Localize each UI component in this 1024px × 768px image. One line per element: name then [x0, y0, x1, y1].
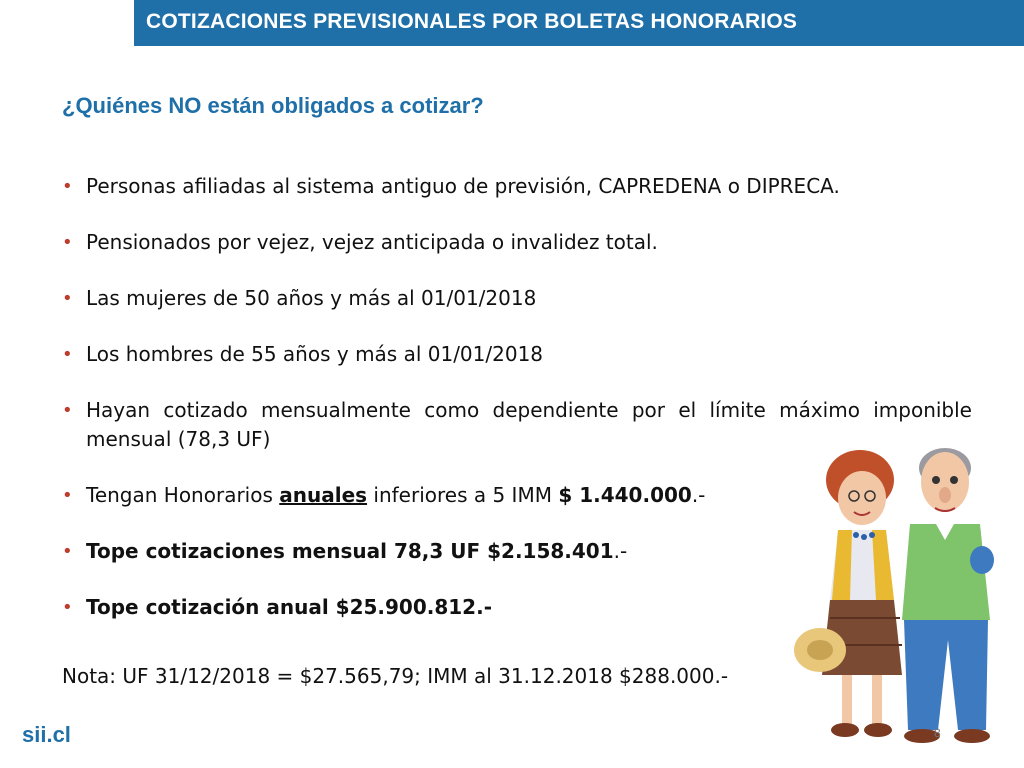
- sii-logo: sii.cl: [22, 722, 71, 747]
- bullet-dot-icon: •: [62, 344, 73, 365]
- man-figure: [902, 448, 994, 743]
- bullet-text: Las mujeres de 50 años y más al 01/01/2018: [86, 286, 537, 310]
- bullet-text: Los hombres de 55 años y más al 01/01/2018: [86, 342, 544, 366]
- bullet-text: Tengan Honorarios: [86, 483, 280, 507]
- bullet-text: .-: [691, 483, 706, 507]
- woman-figure: [794, 450, 902, 737]
- slide-header-title: COTIZACIONES PREVISIONALES POR BOLETAS HONORARIOS: [146, 10, 798, 33]
- bullet-text: .-: [613, 539, 628, 563]
- bullet-emphasis: anuales: [279, 483, 368, 507]
- bullet-bold-text: Tope cotizaciones mensual 78,3 UF $2.158.401: [86, 539, 614, 563]
- bullet-dot-icon: •: [62, 485, 73, 506]
- bullet-item: [62, 172, 972, 201]
- bullet-text: Pensionados por vejez, vejez anticipada o invalidez total.: [86, 230, 658, 254]
- bullet-item: [62, 228, 972, 257]
- bullet-dot-icon: •: [62, 232, 73, 253]
- bullet-dot-icon: •: [62, 541, 73, 562]
- bullet-item-tope-anual: [62, 593, 806, 622]
- footnote: Nota: UF 31/12/2018 = $27.565,79; IMM al 31.12.2018 $288.000.-: [62, 664, 729, 688]
- bullet-dot-icon: •: [62, 597, 73, 618]
- bullet-amount: $ 1.440.000: [558, 483, 692, 507]
- bullet-text: Hayan cotizado mensualmente como dependiente por el límite máximo imponible mensual (78,3 UF): [86, 398, 972, 451]
- bullet-item-tope-mensual: [62, 537, 806, 566]
- slide-subtitle: ¿Quiénes NO están obligados a cotizar?: [62, 93, 484, 118]
- page-number: 8: [934, 726, 941, 740]
- bullet-dot-icon: •: [62, 288, 73, 309]
- bullet-dot-icon: •: [62, 400, 73, 421]
- bullet-item: [62, 340, 972, 369]
- bullet-dot-icon: •: [62, 176, 73, 197]
- bullet-text: Personas afiliadas al sistema antiguo de previsión, CAPREDENA o DIPRECA.: [86, 174, 840, 198]
- bullet-item: [62, 284, 972, 313]
- elderly-couple-illustration-icon: [790, 440, 1020, 750]
- bullet-bold-text: Tope cotización anual $25.900.812.-: [86, 595, 492, 619]
- bullet-item-honorarios: [62, 481, 806, 510]
- bullet-text: inferiores a 5 IMM: [367, 483, 559, 507]
